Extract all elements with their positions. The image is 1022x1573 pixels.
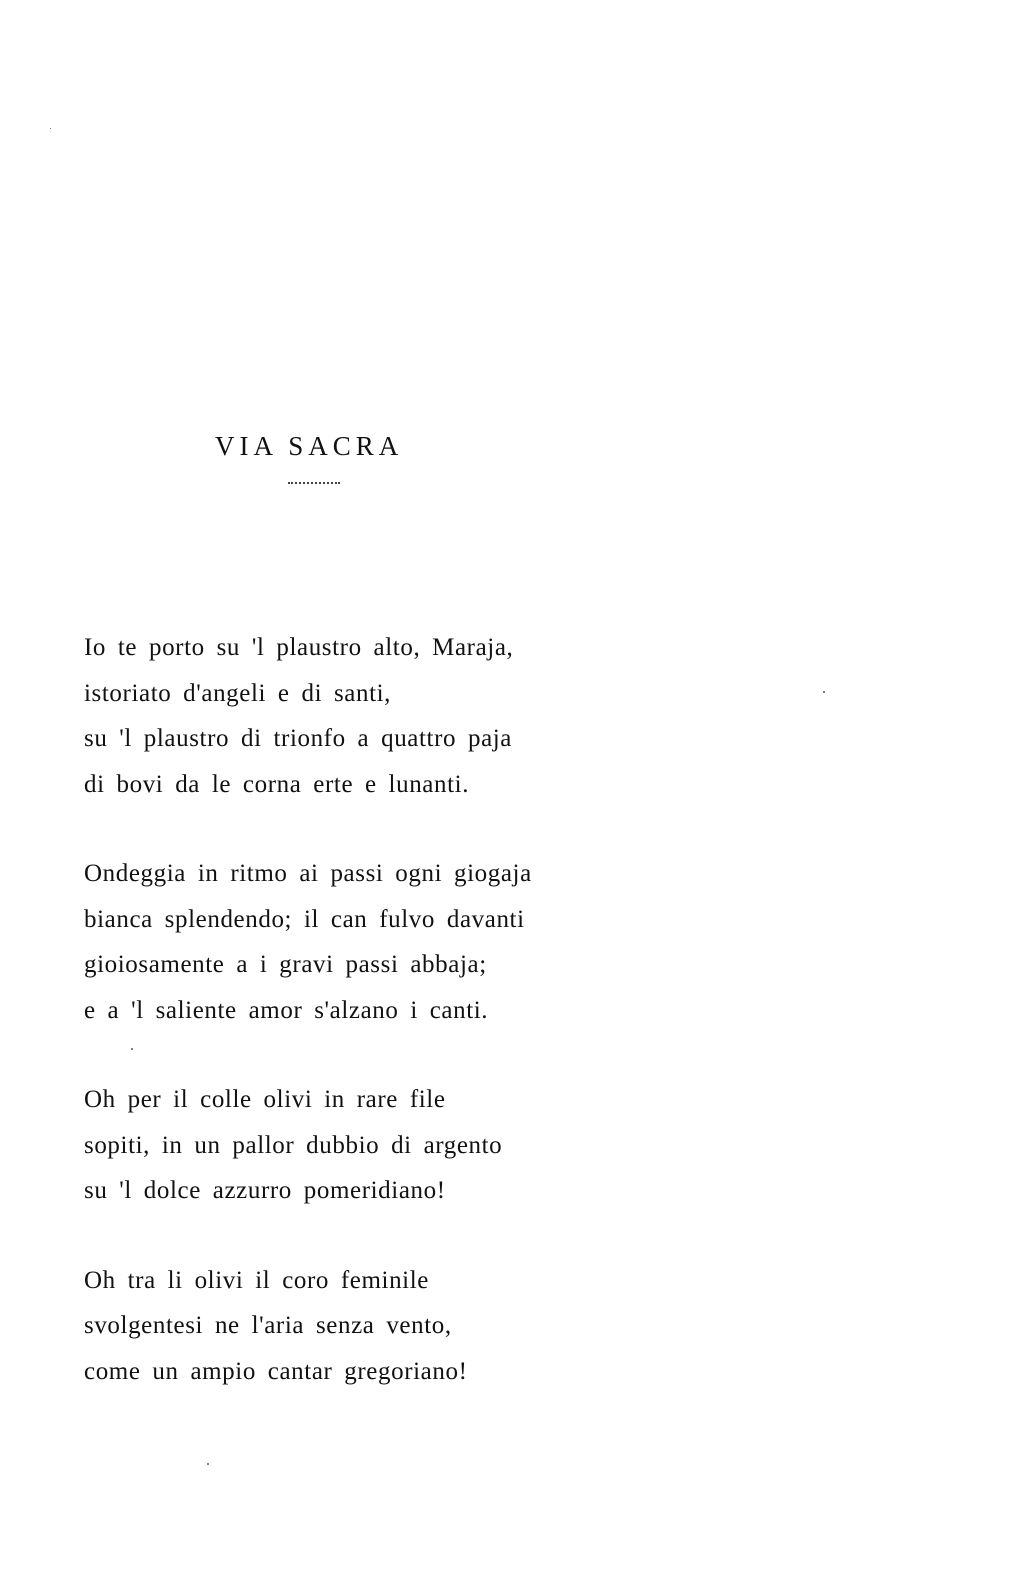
verse-line: di bovi da le corna erte e lunanti.: [84, 770, 470, 798]
title-ornament: [288, 482, 340, 484]
verse-line: su 'l plaustro di trionfo a quattro paja: [84, 725, 513, 752]
scan-speck: [823, 691, 825, 693]
verse-line: e a 'l saliente amor s'alzano i canti.: [84, 996, 489, 1024]
verse-line: su 'l dolce azzurro pomeridiano!: [84, 1177, 446, 1204]
verse-line: istoriato d'angeli e di santi,: [84, 679, 392, 707]
poem-body: [84, 625, 532, 1394]
stanza-2: [84, 851, 532, 1033]
scan-speck: [50, 128, 51, 129]
stanza-1: [84, 625, 532, 807]
stanza-4: [84, 1258, 532, 1395]
scan-speck: [131, 1048, 133, 1050]
verse-line: Oh per il colle olivi in rare file: [84, 1086, 446, 1113]
verse-line: svolgentesi ne l'aria senza vento,: [84, 1312, 452, 1339]
verse-line: Oh tra li olivi il coro feminile: [84, 1266, 429, 1294]
scan-speck: [207, 1463, 209, 1465]
verse-line: gioiosamente a i gravi passi abbaja;: [84, 951, 487, 978]
verse-line: sopiti, in un pallor dubbio di argento: [84, 1131, 503, 1159]
stanza-3: [84, 1077, 532, 1214]
verse-line: Ondeggia in ritmo ai passi ogni giogaja: [84, 860, 532, 887]
poem-title: VIA SACRA: [215, 431, 404, 461]
verse-line: Io te porto su 'l plaustro alto, Maraja,: [84, 634, 514, 661]
verse-line: bianca splendendo; il can fulvo davanti: [84, 905, 525, 933]
verse-line: come un ampio cantar gregoriano!: [84, 1357, 468, 1385]
